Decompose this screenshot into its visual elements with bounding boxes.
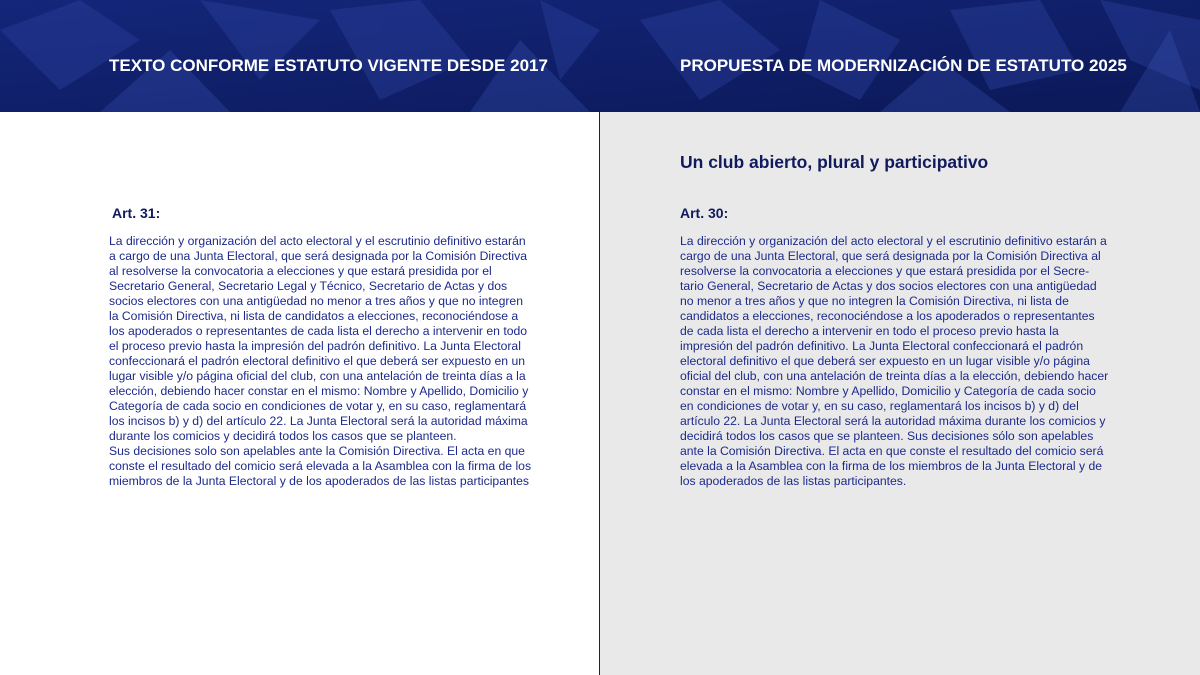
article-body — [680, 234, 1110, 489]
column-divider — [599, 112, 600, 675]
article-body — [109, 234, 533, 489]
left-column-title: TEXTO CONFORME ESTATUTO VIGENTE DESDE 2017 — [109, 56, 548, 75]
article-paragraph: Sus decisiones solo son apelables ante la Comisión Directiva. El acta en que conste el resultado del comicio será elevada a la Asamblea con la firma de los miembros de la Junta Electoral y de los apoderados de las listas participantes — [109, 444, 532, 488]
article-paragraph: La dirección y organización del acto electoral y el escrutinio definitivo estarán a cargo de una Junta Electoral, que será designada por la Comisión Directiva al resolverse la convocatoria a elecciones y que estará presidida por el Secretario General, Secretario Legal y Técnico, Secretario de Actas y dos socios electores con una antigüedad no menor a tres años y que no integren la Comisión Directiva, ni lista de candidatos a elecciones, reconociéndose a los apoderados o representantes de cada lista el derecho a intervenir en todo el proceso previo hasta la impresión del padrón definitivo. La Junta Electoral confeccionará el padrón electoral definitivo el que deberá ser expuesto en un lugar visible y/o página oficial del club, con una antelación de treinta días a la elección, debiendo hacer constar en el mismo: Nombre y Apellido, Domicilio y Categoría de cada socio en condiciones de votar y, en su caso, reglamentará los incisos b) y d) del artículo 22. La Junta Electoral será la autoridad máxima durante los comicios y decidirá todos los casos que se planteen. — [109, 234, 529, 443]
article-label: Art. 30: — [680, 205, 729, 221]
proposed-statute-panel — [600, 112, 1200, 675]
article-label: Art. 31: — [112, 205, 161, 221]
article-paragraph: La dirección y organización del acto electoral y el escrutinio definitivo estarán a cargo de una Junta Electoral, que será designada por la Comisión Directiva al resolverse la convocatoria a elecciones y que estará presidida por el Secre-tario General, Secretario de Actas y dos socios electores con una antigüedad no menor a tres años y que no integren la Comisión Directiva, ni lista de candidatos a elecciones, reconociéndose a los apoderados o representantes de cada lista el derecho a intervenir en todo el proceso previo hasta la impresión del padrón definitivo. La Junta Electoral confeccionará el padrón electoral definitivo el que deberá ser expuesto en un lugar visible y/o página oficial del club, con una antelación de treinta días a la elección, debiendo hacer constar en el mismo: Nombre y Apellido, Domicilio y Categoría de cada socio en condiciones de votar y, en su caso, reglamentará los incisos b) y d) del artículo 22. La Junta Electoral será la autoridad máxima durante los comicios y decidirá todos los casos que se planteen. Sus decisiones sólo son apelables ante la Comisión Directiva. El acta en que conste el resultado del comicio será elevada a la Asamblea con la firma de los miembros de la Junta Electoral y de los apoderados de las listas participantes. — [680, 234, 1109, 488]
current-statute-panel — [0, 112, 600, 675]
right-column-title: PROPUESTA DE MODERNIZACIÓN DE ESTATUTO 2025 — [680, 56, 1127, 75]
header-banner — [0, 0, 1200, 112]
section-subtitle: Un club abierto, plural y participativo — [680, 152, 989, 172]
